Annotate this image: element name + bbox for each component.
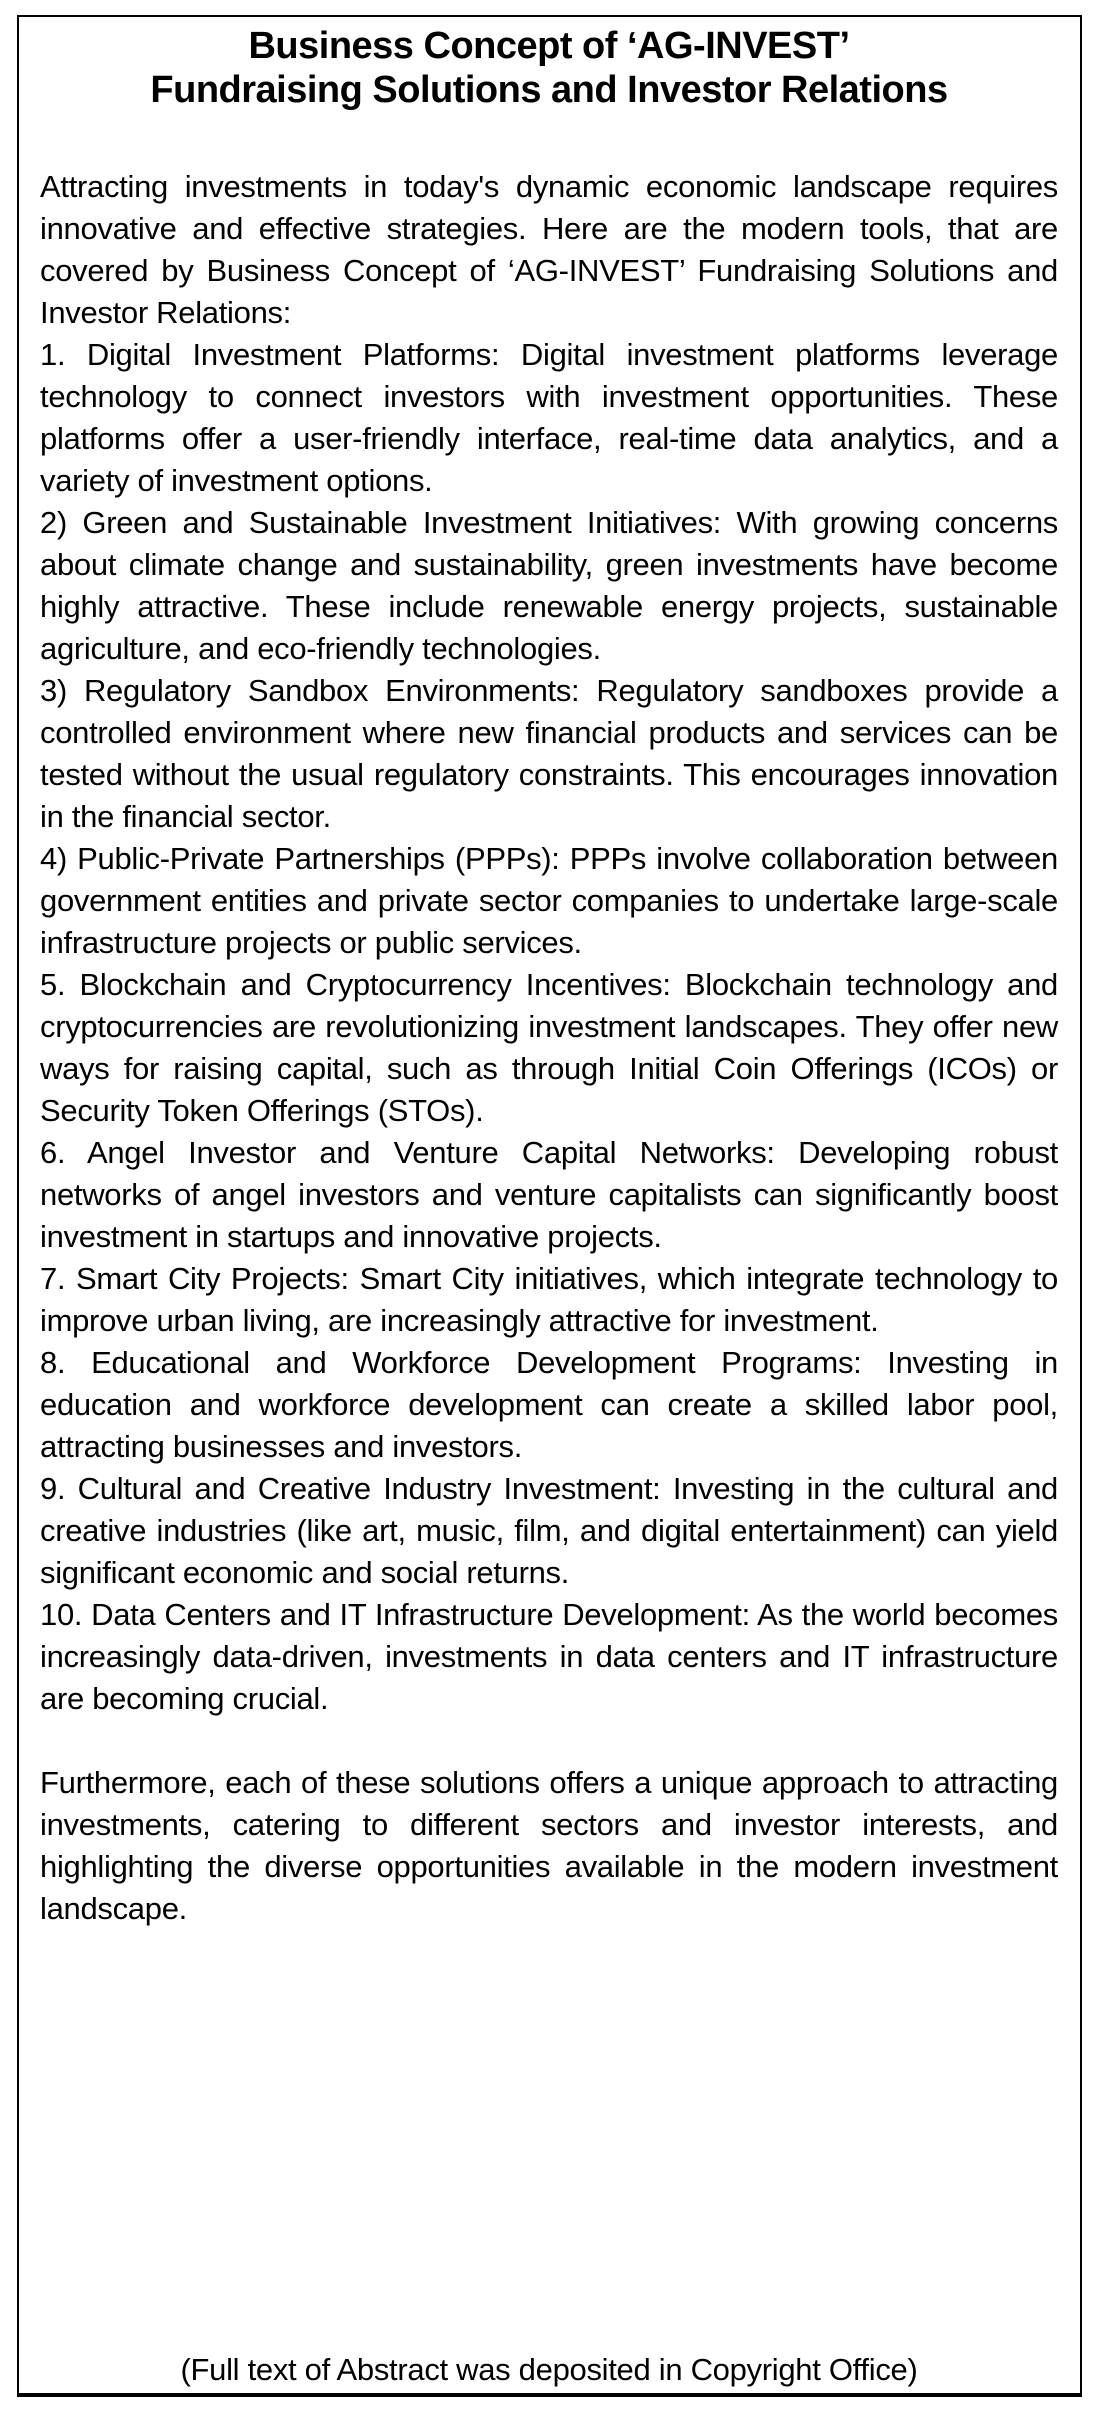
page-title-line-2: Fundraising Solutions and Investor Relations (150, 69, 948, 111)
solution-item-2: 2) Green and Sustainable Investment Initiatives: With growing concerns about climate change and sustainability, green investments have become highly attractive. These include renewable energy projects, sustainable agriculture, and eco-friendly technologies. (40, 505, 1058, 666)
solution-item-8: 8. Educational and Workforce Development Programs: Investing in education and workforce development can create a skilled labor pool, attracting businesses and investors. (40, 1345, 1058, 1464)
document-frame (17, 15, 1082, 2397)
solution-item-4: 4) Public-Private Partnerships (PPPs): PPPs involve collaboration between government entities and private sector companies to undertake large-scale infrastructure projects or public services. (40, 841, 1058, 960)
solution-item-9: 9. Cultural and Creative Industry Investment: Investing in the cultural and creative industries (like art, music, film, and digital entertainment) can yield significant economic and social returns. (40, 1471, 1058, 1590)
solution-item-6: 6. Angel Investor and Venture Capital Networks: Developing robust networks of angel investors and venture capitalists can significantly boost investment in startups and innovative projects. (40, 1135, 1058, 1254)
solution-item-1: 1. Digital Investment Platforms: Digital investment platforms leverage technology to connect investors with investment opportunities. These platforms offer a user-friendly interface, real-time data analytics, and a variety of investment options. (40, 337, 1058, 498)
solution-item-3: 3) Regulatory Sandbox Environments: Regulatory sandboxes provide a controlled environment where new financial products and services can be tested without the usual regulatory constraints. This encourages innovation in the financial sector. (40, 673, 1058, 834)
abstract-body (40, 166, 1058, 1930)
page-title (40, 24, 1058, 112)
footer-note: (Full text of Abstract was deposited in Copyright Office) (180, 2352, 918, 2387)
solution-item-7: 7. Smart City Projects: Smart City initiatives, which integrate technology to improve urban living, are increasingly attractive for investment. (40, 1261, 1058, 1338)
solution-item-5: 5. Blockchain and Cryptocurrency Incentives: Blockchain technology and cryptocurrencies are revolutionizing investment landscapes. They offer new ways for raising capital, such as through Initial Coin Offerings (ICOs) or Security Token Offerings (STOs). (40, 967, 1058, 1128)
page-title-line-1: Business Concept of ‘AG-INVEST’ (248, 25, 850, 67)
furthermore-paragraph: Furthermore, each of these solutions offers a unique approach to attracting investments, catering to different sectors and investor interests, and highlighting the diverse opportunities available in the modern investment landscape. (40, 1765, 1058, 1926)
solution-item-10: 10. Data Centers and IT Infrastructure Development: As the world becomes increasingly data-driven, investments in data centers and IT infrastructure are becoming crucial. (40, 1597, 1058, 1716)
intro-paragraph: Attracting investments in today's dynamic economic landscape requires innovative and effective strategies. Here are the modern tools, that are covered by Business Concept of ‘AG-INVEST’ Fundraising Solutions and Investor Relations: (40, 169, 1058, 330)
